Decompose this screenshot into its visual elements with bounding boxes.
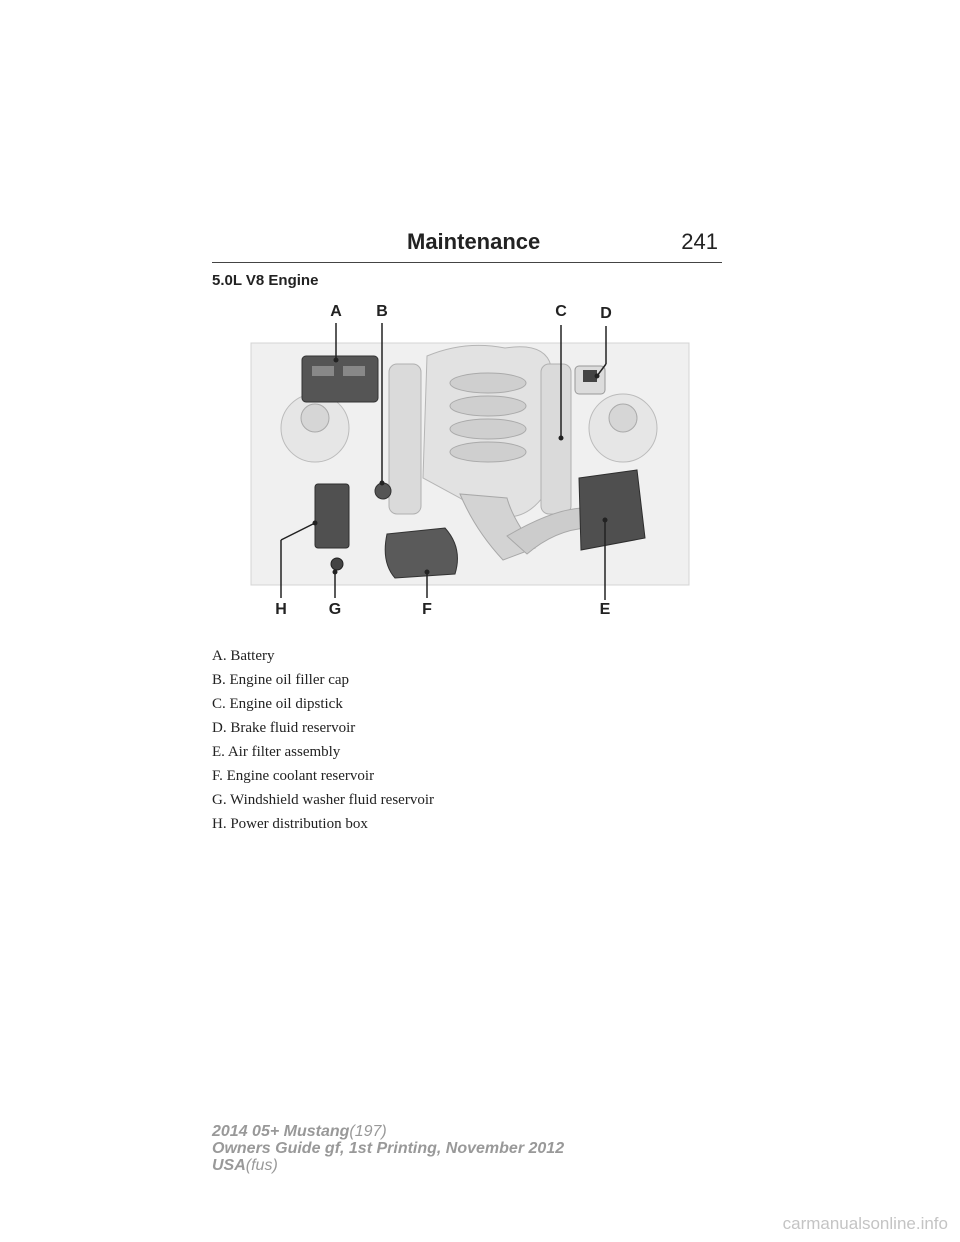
air-filter-box bbox=[579, 470, 645, 550]
legend-item: A. Battery bbox=[212, 648, 275, 664]
footer-region-code: (fus) bbox=[245, 1157, 278, 1174]
callout-f: F bbox=[422, 601, 432, 618]
callout-e: E bbox=[599, 601, 611, 618]
battery-terminal-right bbox=[343, 366, 365, 376]
section-heading: Maintenance bbox=[407, 229, 541, 254]
oil-filler-cap-part bbox=[375, 483, 391, 499]
callout-a: A bbox=[330, 303, 342, 320]
footer-page-ref: (197) bbox=[349, 1123, 387, 1140]
left-strut-cap bbox=[301, 404, 329, 432]
footer-printing: Owners Guide gf, 1st Printing, November 2012 bbox=[212, 1140, 565, 1157]
legend-item: D. Brake fluid reservoir bbox=[212, 720, 356, 736]
legend-item: G. Windshield washer fluid reservoir bbox=[212, 792, 434, 808]
engine-diagram bbox=[245, 298, 695, 620]
component-legend bbox=[212, 646, 434, 838]
callout-h: H bbox=[275, 601, 287, 618]
legend-item: C. Engine oil dipstick bbox=[212, 696, 343, 712]
right-strut-cap bbox=[609, 404, 637, 432]
engine-compartment-illustration bbox=[245, 298, 695, 620]
legend-item: E. Air filter assembly bbox=[212, 744, 341, 760]
footer-model: 2014 05+ Mustang bbox=[212, 1123, 350, 1140]
power-distribution-box-part bbox=[315, 484, 349, 548]
page-number: 241 bbox=[681, 229, 718, 254]
engine-section-title: 5.0L V8 Engine bbox=[212, 272, 319, 289]
page-footer bbox=[212, 1123, 564, 1174]
right-valve-cover bbox=[541, 364, 571, 514]
legend-item: F. Engine coolant reservoir bbox=[212, 768, 375, 784]
callout-g: G bbox=[328, 601, 342, 618]
battery-part bbox=[302, 356, 378, 402]
coolant-reservoir-part bbox=[385, 528, 457, 578]
page-header bbox=[212, 226, 722, 263]
left-valve-cover bbox=[389, 364, 421, 514]
callout-c: C bbox=[555, 303, 567, 320]
legend-item: H. Power distribution box bbox=[212, 816, 368, 832]
callout-b: B bbox=[376, 303, 388, 320]
watermark: carmanualsonline.info bbox=[782, 1214, 948, 1233]
legend-item: B. Engine oil filler cap bbox=[212, 672, 350, 688]
washer-fluid-cap-part bbox=[331, 558, 343, 570]
battery-terminal-left bbox=[312, 366, 334, 376]
callout-d: D bbox=[600, 305, 612, 322]
footer-region: USA bbox=[212, 1157, 246, 1174]
